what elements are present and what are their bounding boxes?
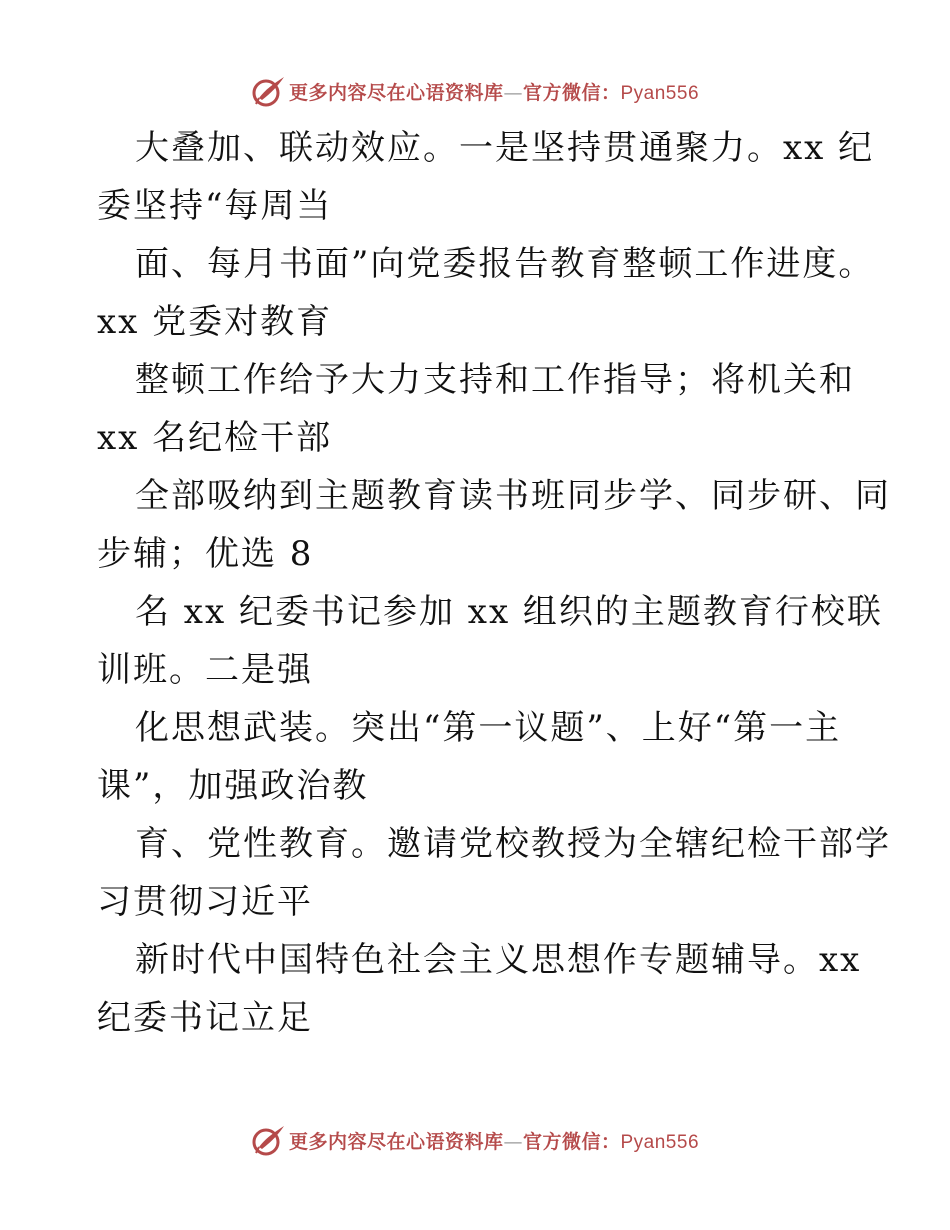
brand-name: 更多内容尽在心语资料库 xyxy=(288,81,504,104)
text-line: xx 名纪检干部 xyxy=(97,418,333,458)
text-line: 新时代中国特色社会主义思想作专题辅导。xx xyxy=(135,940,862,980)
text-line: xx 党委对教育 xyxy=(97,302,333,342)
text-line: 全部吸纳到主题教育读书班同步学、同步研、同 xyxy=(135,476,891,516)
text-line: 名 xx 纪委书记参加 xx 组织的主题教育行校联 xyxy=(135,592,883,632)
watermark-text xyxy=(289,78,699,105)
text-line: 整顿工作给予大力支持和工作指导；将机关和 xyxy=(135,360,855,400)
contact-handle: Pyan556 xyxy=(620,1131,700,1153)
text-line: 课”，加强政治教 xyxy=(97,766,369,806)
quill-logo-icon xyxy=(251,1123,287,1157)
contact-handle: Pyan556 xyxy=(620,82,700,104)
brand-name: 更多内容尽在心语资料库 xyxy=(288,1130,504,1153)
text-line: 委坚持“每周当 xyxy=(97,186,333,226)
text-line: 面、每月书面”向党委报告教育整顿工作进度。 xyxy=(135,244,875,284)
text-line: 习贯彻习近平 xyxy=(97,882,313,922)
text-line: 育、党性教育。邀请党校教授为全辖纪检干部学 xyxy=(135,824,891,864)
contact-label: 官方微信： xyxy=(522,81,621,104)
watermark-text xyxy=(289,1127,699,1154)
header-watermark-banner xyxy=(0,71,950,111)
footer-watermark-banner xyxy=(0,1120,950,1160)
text-line: 化思想武装。突出“第一议题”、上好“第一主 xyxy=(135,708,842,748)
text-line: 纪委书记立足 xyxy=(97,998,313,1038)
text-line: 训班。二是强 xyxy=(97,650,313,690)
contact-label: 官方微信： xyxy=(522,1130,621,1153)
text-line: 大叠加、联动效应。一是坚持贯通聚力。xx 纪 xyxy=(135,128,875,168)
quill-logo-icon xyxy=(251,74,287,108)
text-line: 步辅；优选 8 xyxy=(97,534,314,574)
brand-separator: — xyxy=(503,1130,523,1153)
brand-separator: — xyxy=(503,81,523,104)
